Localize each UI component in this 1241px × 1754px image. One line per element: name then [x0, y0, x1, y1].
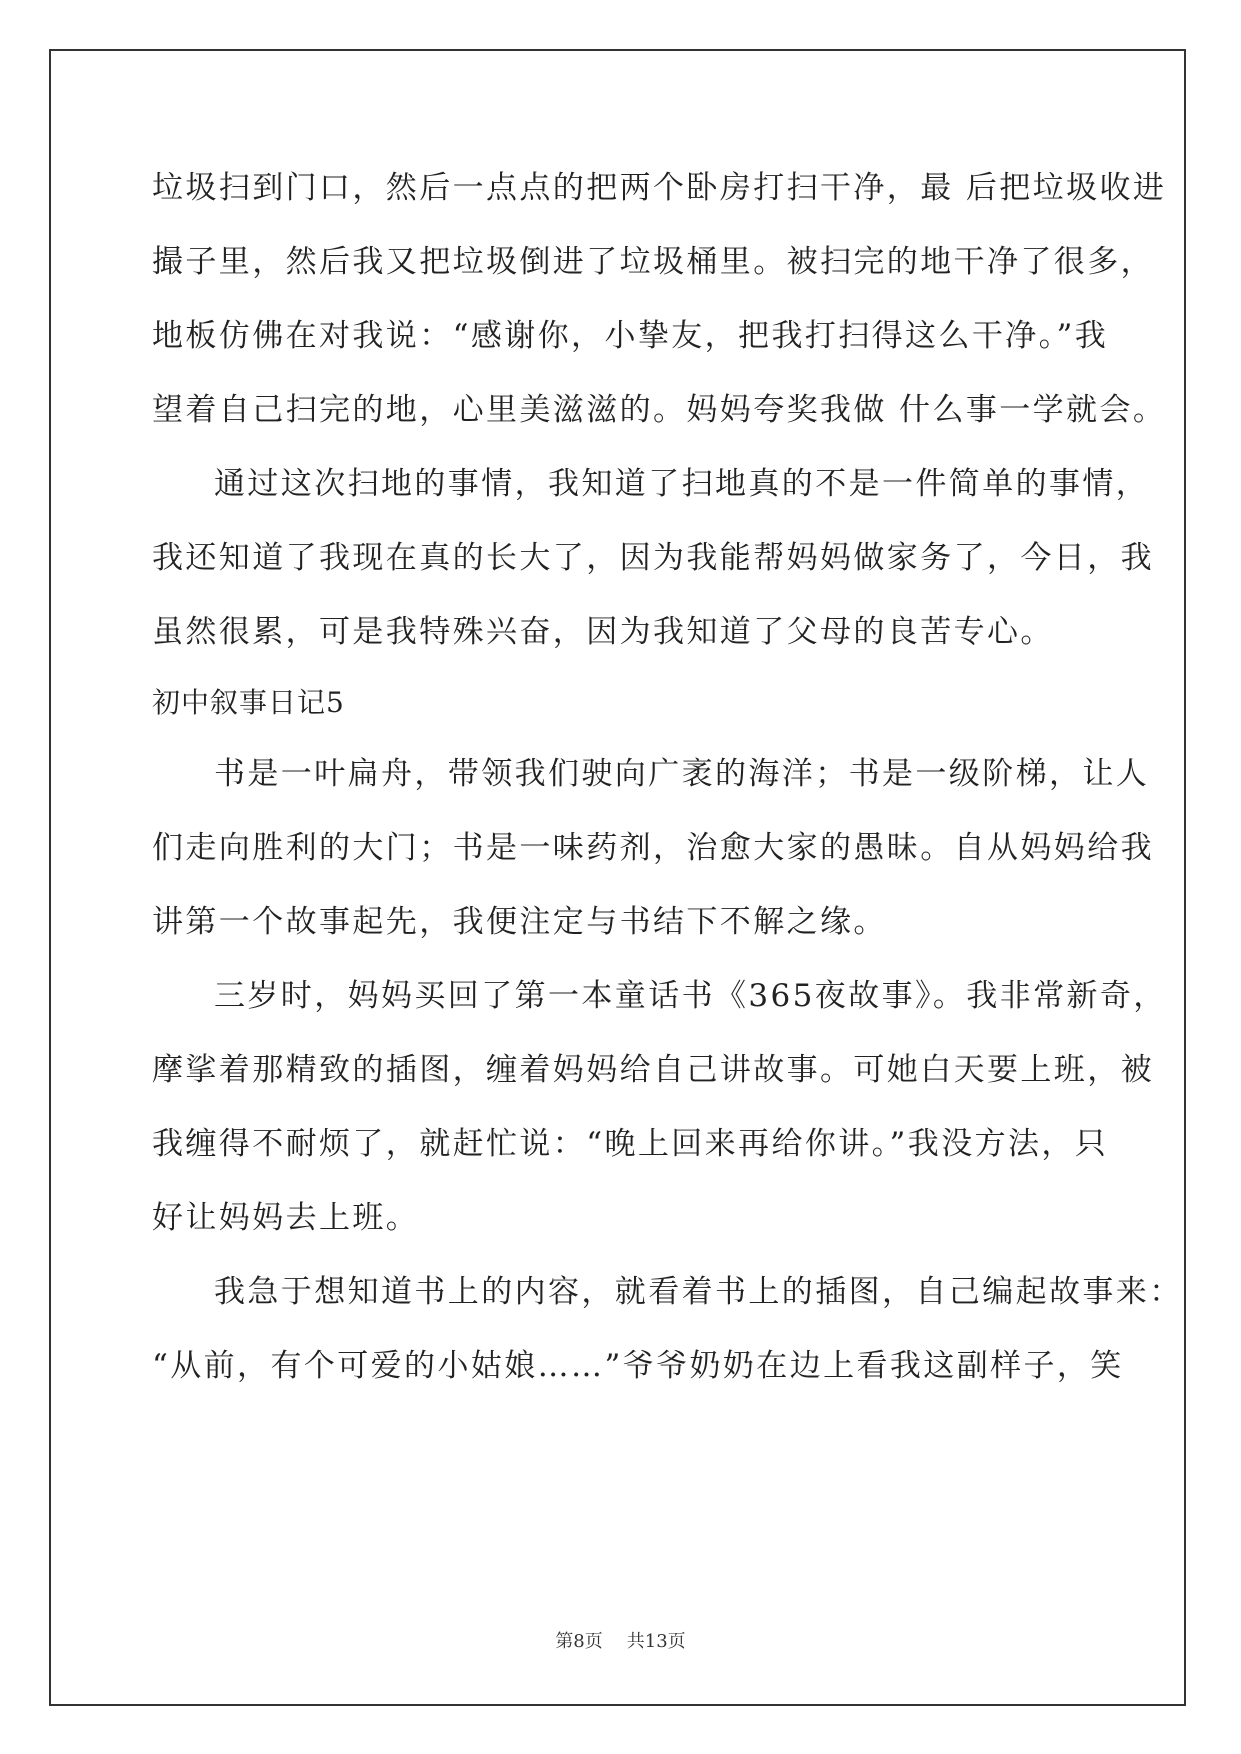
text-line: 撮子里，然后我又把垃圾倒进了垃圾桶里。被扫完的地干净了很多， [152, 244, 1154, 280]
page-number: 第8页 [555, 1631, 603, 1652]
text-line: 虽然很累，可是我特殊兴奋，因为我知道了父母的良苦专心。 [152, 614, 1054, 650]
page-total: 共13页 [626, 1631, 686, 1652]
text-line: 垃圾扫到门口，然后一点点的把两个卧房打扫干净，最 后把垃圾收进 [152, 170, 1167, 206]
section-heading: 初中叙事日记5 [152, 686, 345, 719]
text-line: 三岁时，妈妈买回了第一本童话书《365夜故事》。我非常新奇， [214, 978, 1167, 1014]
text-line: 好让妈妈去上班。 [152, 1200, 420, 1236]
text-line: 我还知道了我现在真的长大了，因为我能帮妈妈做家务了，今日，我 [152, 540, 1154, 576]
text-line: 讲第一个故事起先，我便注定与书结下不解之缘。 [152, 904, 887, 940]
page-border [49, 49, 1186, 1706]
text-line: 通过这次扫地的事情，我知道了扫地真的不是一件简单的事情， [214, 466, 1150, 502]
text-line: 我急于想知道书上的内容，就看着书上的插图，自己编起故事来： [214, 1274, 1183, 1310]
text-line: 我缠得不耐烦了，就赶忙说：“晚上回来再给你讲。”我没方法，只 [152, 1126, 1109, 1162]
text-line: 书是一叶扁舟，带领我们驶向广袤的海洋；书是一级阶梯，让人 [214, 756, 1150, 792]
text-line: 地板仿佛在对我说：“感谢你，小挚友，把我打扫得这么干净。”我 [152, 318, 1109, 354]
text-line: 望着自己扫完的地，心里美滋滋的。妈妈夸奖我做 什么事一学就会。 [152, 392, 1167, 428]
text-line: “从前，有个可爱的小姑娘……”爷爷奶奶在边上看我这副样子，笑 [152, 1348, 1124, 1384]
text-line: 摩挲着那精致的插图，缠着妈妈给自己讲故事。可她白天要上班，被 [152, 1052, 1154, 1088]
page-footer [0, 1630, 1241, 1654]
text-line: 们走向胜利的大门；书是一味药剂，治愈大家的愚昧。自从妈妈给我 [152, 830, 1154, 866]
